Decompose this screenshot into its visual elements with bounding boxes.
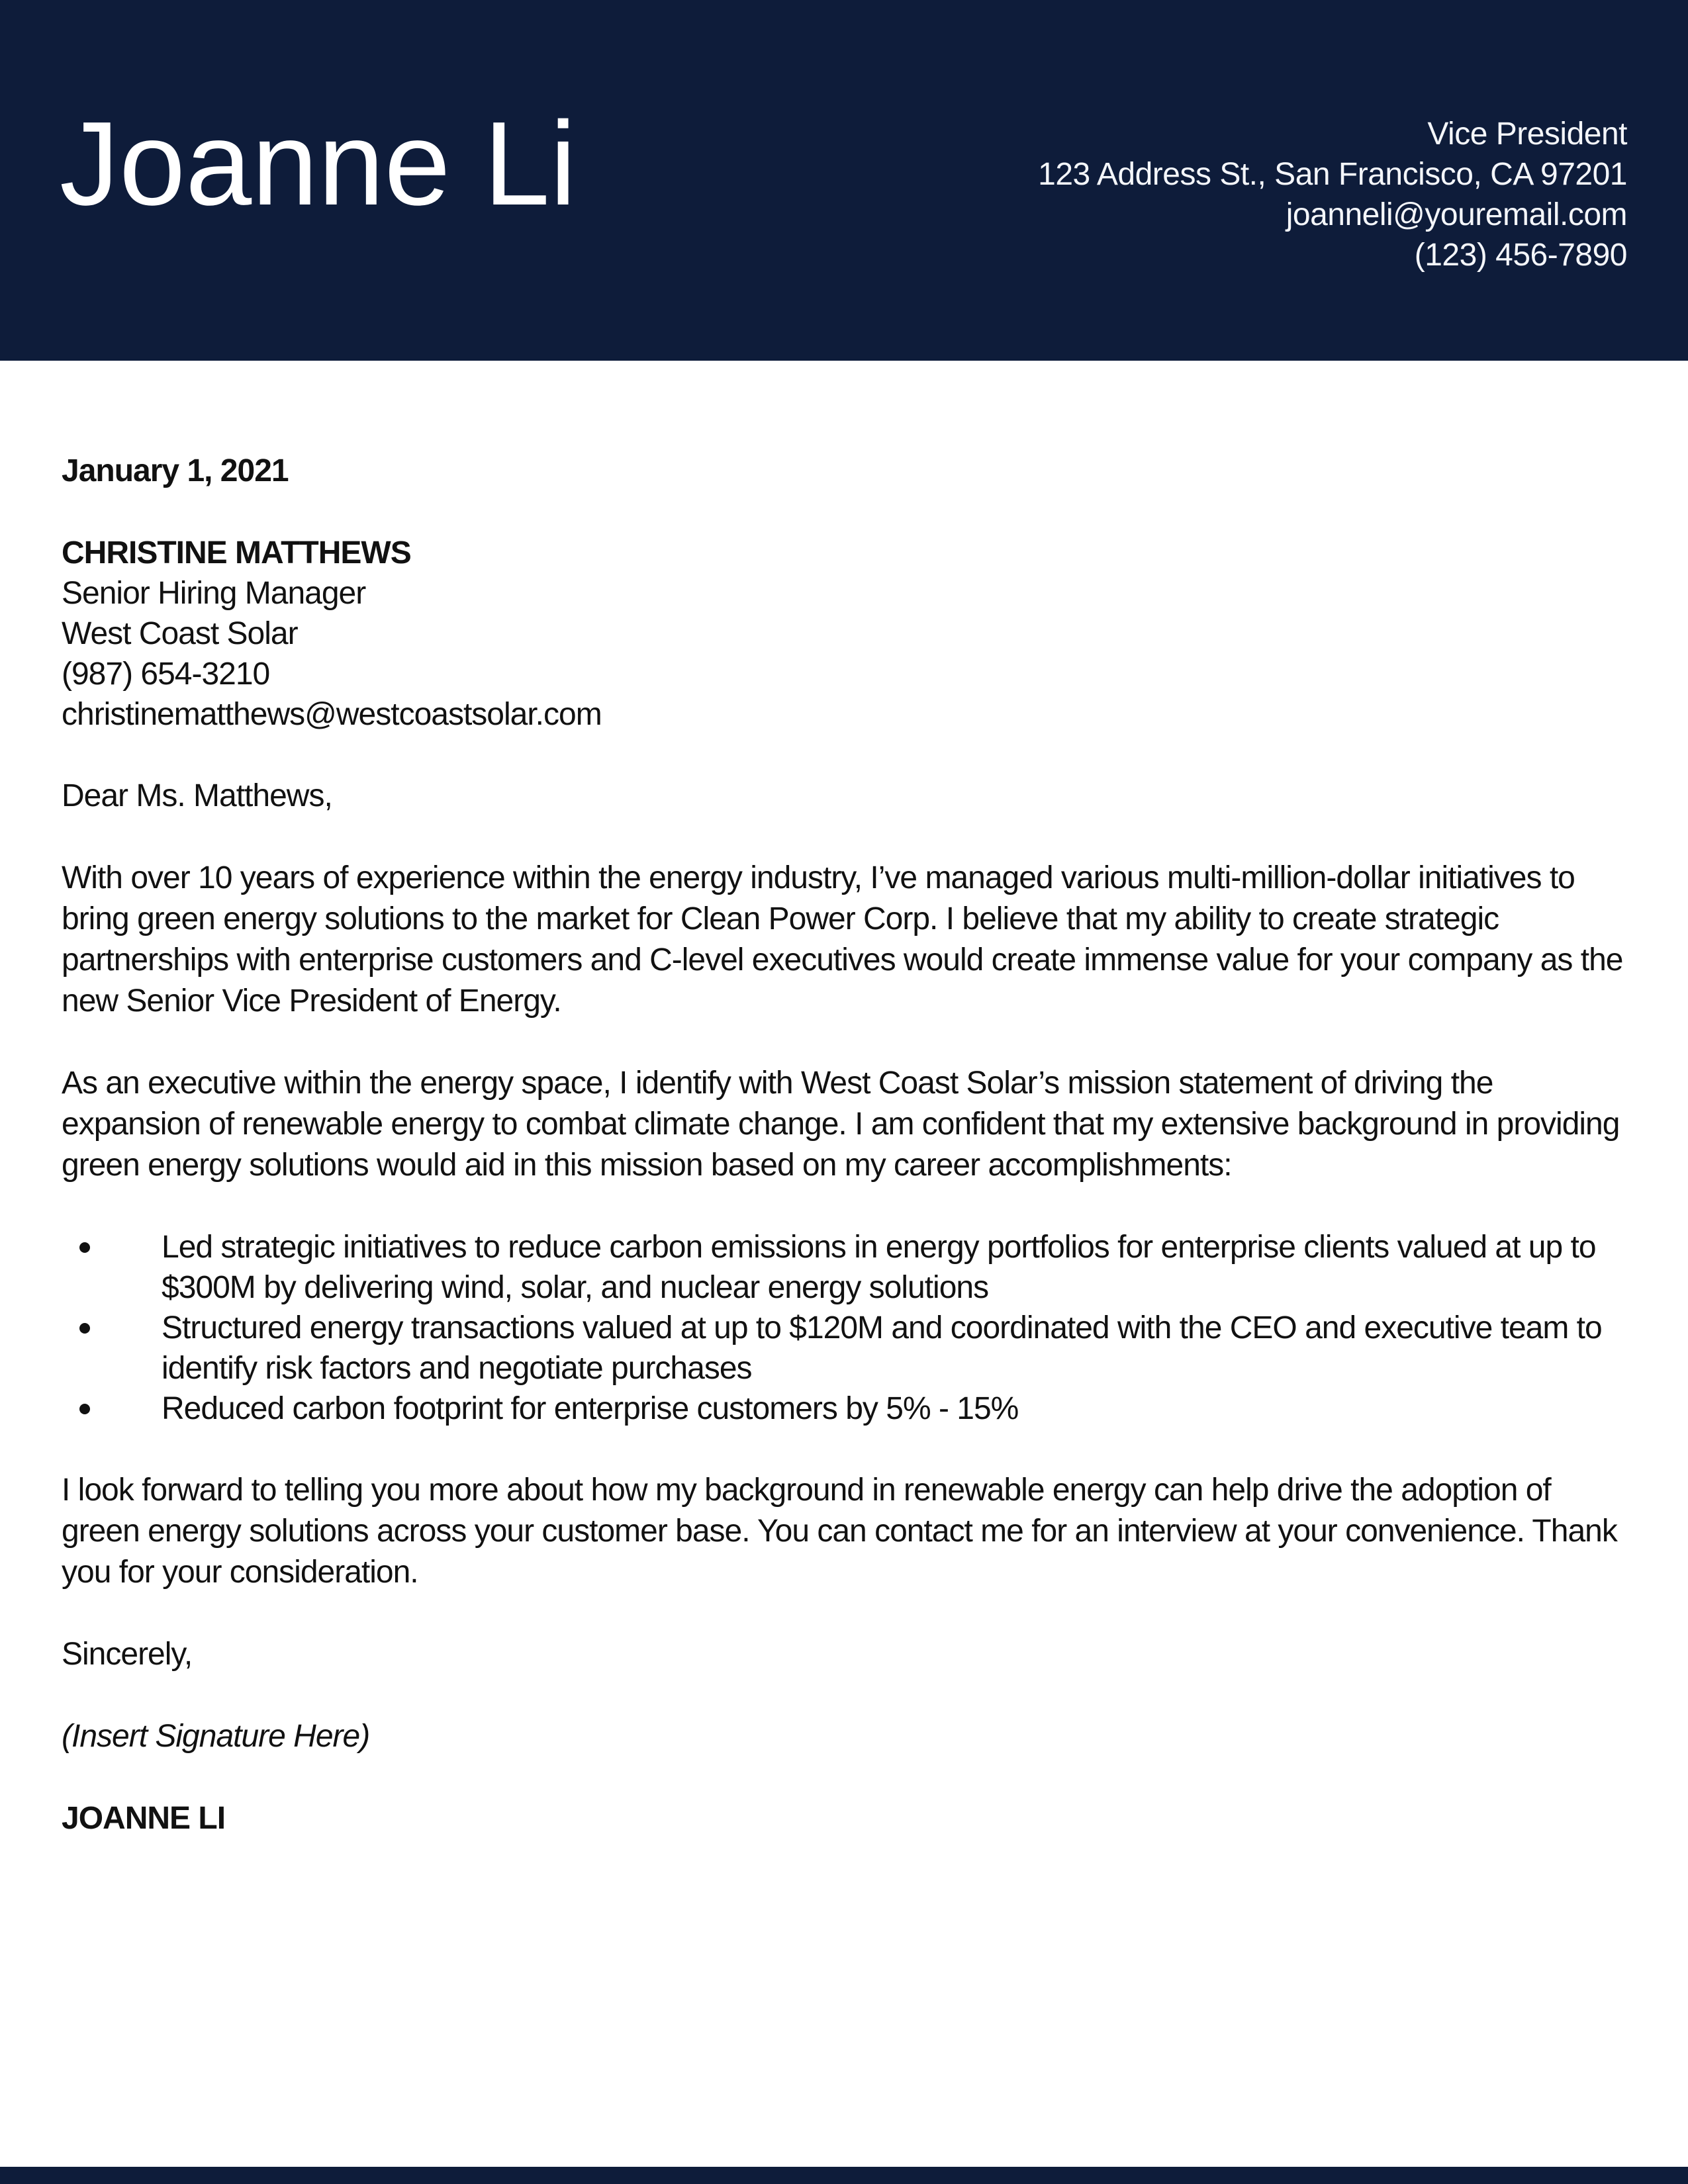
bullet-icon bbox=[79, 1242, 90, 1253]
letter-date: January 1, 2021 bbox=[62, 453, 289, 488]
signoff: Sincerely, bbox=[62, 1637, 193, 1672]
recipient-email: christinematthews@westcoastsolar.com bbox=[62, 697, 602, 732]
recipient-company: West Coast Solar bbox=[62, 616, 298, 651]
recipient-phone: (987) 654-3210 bbox=[62, 657, 270, 692]
recipient-title: Senior Hiring Manager bbox=[62, 576, 366, 611]
list-item-text: Reduced carbon footprint for enterprise customers by 5% - 15% bbox=[162, 1391, 1019, 1426]
list-item-text: Led strategic initiatives to reduce carbon emissions in energy portfolios for enterprise clients valued at up to $300M by delivering wind, solar, and nuclear energy solutions bbox=[162, 1230, 1596, 1305]
list-item bbox=[79, 1388, 1628, 1429]
bullet-icon bbox=[79, 1404, 90, 1414]
sender-job-title: Vice President bbox=[1427, 116, 1627, 152]
recipient-name: CHRISTINE MATTHEWS bbox=[62, 535, 411, 570]
sender-address: 123 Address St., San Francisco, CA 97201 bbox=[1038, 157, 1627, 192]
signature-name: JOANNE LI bbox=[62, 1801, 226, 1836]
closing-paragraph: I look forward to telling you more about how my background in renewable energy can help drive the adoption of green energy solutions across your customer base. You can contact me for an interview at your convenience. Thank you for your consideration. bbox=[62, 1473, 1617, 1590]
sender-contact-block bbox=[1038, 114, 1627, 275]
list-item bbox=[79, 1227, 1628, 1308]
list-item bbox=[79, 1308, 1628, 1388]
signature-placeholder: (Insert Signature Here) bbox=[62, 1719, 370, 1754]
sender-name: Joanne Li bbox=[60, 97, 577, 230]
letter-body bbox=[0, 361, 1688, 1839]
accomplishments-list bbox=[62, 1227, 1628, 1429]
footer-bar bbox=[0, 2167, 1688, 2184]
sender-phone: (123) 456-7890 bbox=[1414, 238, 1627, 273]
recipient-block bbox=[62, 533, 1628, 735]
bullet-icon bbox=[79, 1323, 90, 1334]
paragraph-mission: As an executive within the energy space, I identify with West Coast Solar’s mission statement of driving the expansion of renewable energy to combat climate change. I am confident that my extensive background in providing green energy solutions would aid in this mission based on my career accomplishments: bbox=[62, 1066, 1620, 1183]
paragraph-intro: With over 10 years of experience within the energy industry, I’ve managed various multi-million-dollar initiatives to bring green energy solutions to the market for Clean Power Corp. I believe that my ability to create strategic partnerships with enterprise customers and C-level executives would create immense value for your company as the new Senior Vice President of Energy. bbox=[62, 860, 1623, 1019]
sender-email: joanneli@youremail.com bbox=[1286, 197, 1627, 232]
list-item-text: Structured energy transactions valued at up to $120M and coordinated with the CEO and executive team to identify risk factors and negotiate purchases bbox=[162, 1310, 1602, 1386]
letter-header bbox=[0, 0, 1688, 361]
salutation: Dear Ms. Matthews, bbox=[62, 778, 332, 813]
signature-block bbox=[62, 1634, 1628, 1839]
